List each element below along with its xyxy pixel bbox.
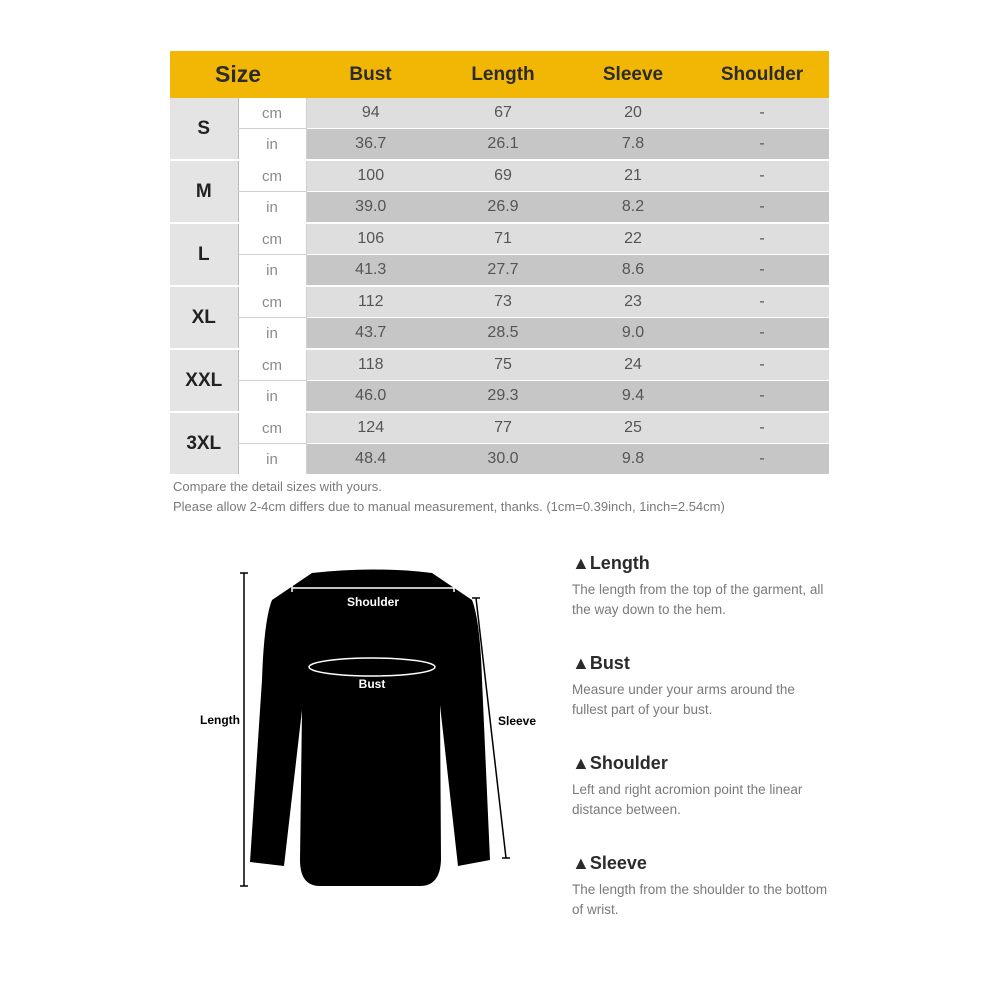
table-cell: - bbox=[695, 412, 829, 444]
unit-label: cm bbox=[238, 98, 306, 129]
table-cell: 9.8 bbox=[571, 444, 695, 476]
table-row bbox=[170, 381, 829, 413]
table-row bbox=[170, 223, 829, 255]
table-row bbox=[170, 192, 829, 224]
table-cell: 26.9 bbox=[435, 192, 571, 224]
unit-label: cm bbox=[238, 160, 306, 192]
table-cell: 22 bbox=[571, 223, 695, 255]
table-cell: 29.3 bbox=[435, 381, 571, 413]
table-cell: 7.8 bbox=[571, 129, 695, 161]
table-cell: 30.0 bbox=[435, 444, 571, 476]
definition-desc: The length from the top of the garment, all the way down to the hem. bbox=[572, 582, 824, 617]
table-cell: 48.4 bbox=[306, 444, 435, 476]
table-row bbox=[170, 349, 829, 381]
table-cell: 39.0 bbox=[306, 192, 435, 224]
table-row bbox=[170, 160, 829, 192]
definition-desc: Left and right acromion point the linear distance between. bbox=[572, 782, 803, 817]
table-cell: - bbox=[695, 349, 829, 381]
table-cell: - bbox=[695, 444, 829, 476]
definition-desc: Measure under your arms around the fullest part of your bust. bbox=[572, 682, 795, 717]
header-length: Length bbox=[435, 51, 571, 98]
table-cell: 8.2 bbox=[571, 192, 695, 224]
definition-desc: The length from the shoulder to the bottom of wrist. bbox=[572, 882, 828, 917]
table-row bbox=[170, 129, 829, 161]
table-cell: 124 bbox=[306, 412, 435, 444]
table-cell: 118 bbox=[306, 349, 435, 381]
bust-label: Bust bbox=[358, 677, 386, 691]
table-cell: - bbox=[695, 98, 829, 129]
table-cell: 21 bbox=[571, 160, 695, 192]
table-cell: 46.0 bbox=[306, 381, 435, 413]
table-row bbox=[170, 255, 829, 287]
table-cell: 27.7 bbox=[435, 255, 571, 287]
table-cell: 36.7 bbox=[306, 129, 435, 161]
size-label: M bbox=[170, 160, 238, 223]
definition-title: ▲Shoulder bbox=[572, 753, 668, 773]
table-row bbox=[170, 444, 829, 476]
table-cell: 26.1 bbox=[435, 129, 571, 161]
size-label: L bbox=[170, 223, 238, 286]
table-cell: 106 bbox=[306, 223, 435, 255]
table-row bbox=[170, 318, 829, 350]
unit-label: in bbox=[238, 255, 306, 287]
table-cell: 9.0 bbox=[571, 318, 695, 350]
table-cell: 71 bbox=[435, 223, 571, 255]
header-sleeve: Sleeve bbox=[571, 51, 695, 98]
table-cell: 8.6 bbox=[571, 255, 695, 287]
definition-shoulder bbox=[572, 750, 832, 819]
unit-label: in bbox=[238, 129, 306, 161]
size-label: S bbox=[170, 98, 238, 160]
table-cell: - bbox=[695, 381, 829, 413]
definition-length bbox=[572, 550, 832, 619]
unit-label: in bbox=[238, 192, 306, 224]
table-cell: - bbox=[695, 192, 829, 224]
table-row bbox=[170, 412, 829, 444]
table-cell: - bbox=[695, 223, 829, 255]
unit-label: in bbox=[238, 381, 306, 413]
table-cell: 20 bbox=[571, 98, 695, 129]
size-chart-table bbox=[170, 51, 829, 476]
table-cell: 24 bbox=[571, 349, 695, 381]
header-bust: Bust bbox=[306, 51, 435, 98]
table-header-row bbox=[170, 51, 829, 98]
definition-title: ▲Bust bbox=[572, 653, 630, 673]
table-cell: - bbox=[695, 255, 829, 287]
table-cell: 25 bbox=[571, 412, 695, 444]
length-label: Length bbox=[200, 713, 240, 727]
header-size: Size bbox=[170, 51, 306, 98]
table-cell: 77 bbox=[435, 412, 571, 444]
table-body bbox=[170, 98, 829, 475]
unit-label: cm bbox=[238, 286, 306, 318]
unit-label: in bbox=[238, 318, 306, 350]
compare-note: Compare the detail sizes with yours. bbox=[173, 479, 382, 494]
unit-label: cm bbox=[238, 349, 306, 381]
definition-title: ▲Sleeve bbox=[572, 853, 647, 873]
measurement-note: Please allow 2-4cm differs due to manual measurement, thanks. (1cm=0.39inch, 1inch=2.54cm) bbox=[173, 499, 725, 514]
table-cell: 112 bbox=[306, 286, 435, 318]
table-row bbox=[170, 286, 829, 318]
sleeve-label: Sleeve bbox=[498, 714, 537, 728]
table-cell: 28.5 bbox=[435, 318, 571, 350]
unit-label: in bbox=[238, 444, 306, 476]
table-cell: 75 bbox=[435, 349, 571, 381]
shoulder-label: Shoulder bbox=[346, 595, 400, 609]
table-cell: - bbox=[695, 286, 829, 318]
table-cell: 43.7 bbox=[306, 318, 435, 350]
table-cell: 100 bbox=[306, 160, 435, 192]
table-cell: - bbox=[695, 318, 829, 350]
definition-title: ▲Length bbox=[572, 553, 650, 573]
table-cell: - bbox=[695, 129, 829, 161]
size-label: XL bbox=[170, 286, 238, 349]
table-cell: 94 bbox=[306, 98, 435, 129]
definition-sleeve bbox=[572, 850, 832, 919]
unit-label: cm bbox=[238, 412, 306, 444]
size-label: XXL bbox=[170, 349, 238, 412]
unit-label: cm bbox=[238, 223, 306, 255]
header-shoulder: Shoulder bbox=[695, 51, 829, 98]
table-row bbox=[170, 98, 829, 129]
table-cell: 73 bbox=[435, 286, 571, 318]
garment-diagram bbox=[190, 560, 550, 900]
table-cell: 41.3 bbox=[306, 255, 435, 287]
table-cell: 67 bbox=[435, 98, 571, 129]
sweater-silhouette bbox=[250, 570, 490, 887]
measurement-definitions bbox=[572, 550, 832, 919]
definition-bust bbox=[572, 650, 832, 719]
table-cell: - bbox=[695, 160, 829, 192]
table-cell: 69 bbox=[435, 160, 571, 192]
table-cell: 9.4 bbox=[571, 381, 695, 413]
size-label: 3XL bbox=[170, 412, 238, 475]
table-cell: 23 bbox=[571, 286, 695, 318]
